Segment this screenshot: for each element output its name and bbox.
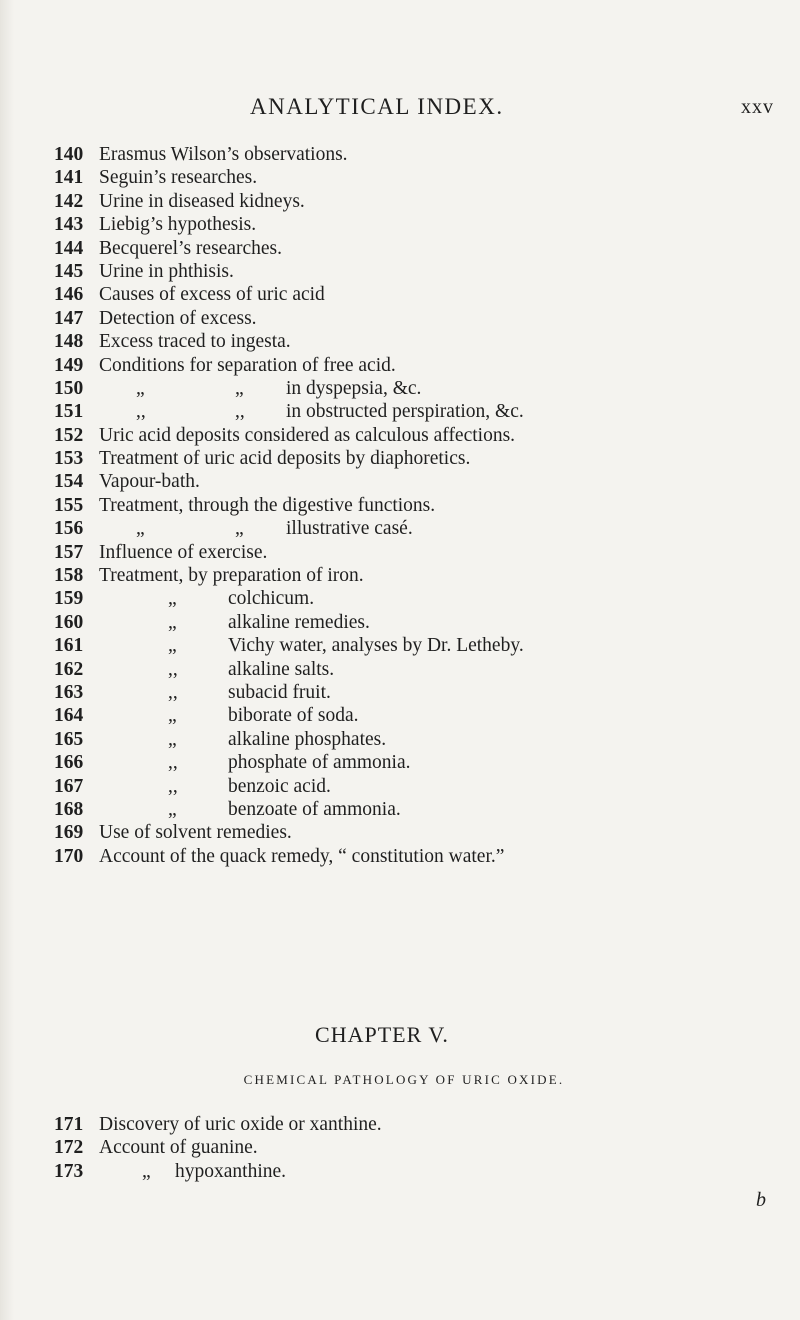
entry-text: benzoate of ammonia. xyxy=(228,798,401,820)
entry-number: 163 xyxy=(54,681,84,703)
entry-number: 168 xyxy=(54,798,84,820)
entry-number: 170 xyxy=(54,845,84,867)
index-entry xyxy=(54,587,794,610)
chapter-heading xyxy=(0,1022,800,1048)
ditto-mark: „ xyxy=(168,588,177,610)
entry-text: alkaline phosphates. xyxy=(228,728,387,750)
ditto-mark: ,, xyxy=(168,681,178,703)
entry-text: in dyspepsia, &c. xyxy=(286,377,422,399)
entry-number: 162 xyxy=(54,658,84,680)
entry-number: 142 xyxy=(54,190,84,212)
index-entry xyxy=(54,400,794,423)
entry-text: Becquerel’s researches. xyxy=(99,237,282,259)
index-entry xyxy=(54,541,794,564)
entry-text: subacid fruit. xyxy=(228,681,331,703)
entry-number: 147 xyxy=(54,307,84,329)
entry-text: Urine in phthisis. xyxy=(99,260,234,282)
entry-text: Discovery of uric oxide or xanthine. xyxy=(99,1114,382,1135)
entry-number: 155 xyxy=(54,494,84,516)
index-entry xyxy=(54,1160,794,1183)
index-entry xyxy=(54,658,794,681)
entry-number: 150 xyxy=(54,377,84,399)
entry-text: Treatment, by preparation of iron. xyxy=(99,565,364,587)
entry-text: Erasmus Wilson’s observations. xyxy=(99,144,348,165)
index-entry xyxy=(54,751,794,774)
index-entry xyxy=(54,704,794,727)
index-entry xyxy=(54,283,794,306)
index-entry xyxy=(54,237,794,260)
entry-text: in obstructed perspiration, &c. xyxy=(286,401,524,423)
ditto-mark: „ xyxy=(168,635,177,657)
index-entry xyxy=(54,424,794,447)
entry-number: 166 xyxy=(54,752,84,774)
entry-number: 169 xyxy=(54,822,84,844)
page-number: xxv xyxy=(741,96,774,118)
index-entry xyxy=(54,611,794,634)
ditto-mark: ,, xyxy=(168,658,178,680)
entry-text: Uric acid deposits considered as calculous affections. xyxy=(99,424,516,446)
entry-number: 145 xyxy=(54,260,84,282)
index-entry xyxy=(54,798,794,821)
entry-text: Detection of excess. xyxy=(99,307,257,329)
index-entry xyxy=(54,470,794,493)
index-entry xyxy=(54,517,794,540)
index-entry xyxy=(54,330,794,353)
index-entry xyxy=(54,377,794,400)
entry-text: Treatment, through the digestive functions. xyxy=(99,494,436,516)
entry-number: 159 xyxy=(54,588,84,610)
entry-number: 164 xyxy=(54,705,84,727)
index-entry xyxy=(54,213,794,236)
running-title: ANALYTICAL INDEX. xyxy=(250,94,504,119)
entry-number: 158 xyxy=(54,565,84,587)
index-entry xyxy=(54,728,794,751)
entry-number: 165 xyxy=(54,728,84,750)
entry-number: 148 xyxy=(54,331,84,353)
entry-text: Account of the quack remedy, “ constitution water.” xyxy=(99,845,505,867)
entry-number: 157 xyxy=(54,541,84,563)
entry-number: 149 xyxy=(54,354,84,376)
index-list-chapter-v xyxy=(54,1113,794,1183)
index-entry xyxy=(54,681,794,704)
index-entry xyxy=(54,307,794,330)
index-entry xyxy=(54,845,794,868)
entry-text: hypoxanthine. xyxy=(175,1160,287,1182)
entry-text: benzoic acid. xyxy=(228,775,331,797)
entry-text: illustrative casé. xyxy=(286,518,413,540)
ditto-mark: „ xyxy=(235,518,244,540)
entry-number: 160 xyxy=(54,611,84,633)
index-entry xyxy=(54,564,794,587)
entry-text: Causes of excess of uric acid xyxy=(99,284,325,306)
entry-text: Excess traced to ingesta. xyxy=(99,331,291,353)
entry-text: Influence of exercise. xyxy=(99,541,268,563)
running-head xyxy=(0,94,800,124)
entry-text: Treatment of uric acid deposits by diaphoretics. xyxy=(99,448,471,470)
entry-text: Use of solvent remedies. xyxy=(99,822,292,844)
entry-number: 171 xyxy=(54,1114,84,1135)
entry-text: phosphate of ammonia. xyxy=(228,752,411,774)
page-fold-shadow xyxy=(0,0,14,1320)
index-entry xyxy=(54,634,794,657)
entry-number: 146 xyxy=(54,284,84,306)
entry-text: Vichy water, analyses by Dr. Letheby. xyxy=(228,635,524,657)
signature-mark: b xyxy=(756,1189,766,1211)
index-entry xyxy=(54,775,794,798)
entry-text: alkaline salts. xyxy=(228,658,335,680)
ditto-mark: „ xyxy=(136,377,145,399)
ditto-mark: ,, xyxy=(136,401,146,423)
index-entry xyxy=(54,354,794,377)
entry-number: 153 xyxy=(54,448,84,470)
entry-text: Liebig’s hypothesis. xyxy=(99,214,257,236)
index-entry xyxy=(54,143,794,166)
index-entry xyxy=(54,1136,794,1159)
entry-text: Conditions for separation of free acid. xyxy=(99,354,396,376)
entry-number: 161 xyxy=(54,635,84,657)
entry-text: colchicum. xyxy=(228,588,315,610)
entry-number: 152 xyxy=(54,424,84,446)
entry-number: 141 xyxy=(54,167,84,189)
index-entry xyxy=(54,1113,794,1136)
index-entry xyxy=(54,447,794,470)
ditto-mark: „ xyxy=(235,377,244,399)
entry-text: Account of guanine. xyxy=(99,1137,258,1159)
entry-number: 144 xyxy=(54,237,84,259)
chapter-title: CHAPTER V. xyxy=(315,1022,449,1047)
ditto-mark: „ xyxy=(168,798,177,820)
entry-number: 167 xyxy=(54,775,84,797)
ditto-mark: „ xyxy=(142,1160,151,1182)
entry-number: 156 xyxy=(54,518,84,540)
index-entry xyxy=(54,166,794,189)
index-entry xyxy=(54,260,794,283)
ditto-mark: „ xyxy=(168,611,177,633)
index-entry xyxy=(54,494,794,517)
entry-text: alkaline remedies. xyxy=(228,611,370,633)
entry-text: Seguin’s researches. xyxy=(99,167,258,189)
ditto-mark: ,, xyxy=(235,401,245,423)
entry-text: Vapour-bath. xyxy=(99,471,200,493)
chapter-subtitle: CHEMICAL PATHOLOGY OF URIC OXIDE. xyxy=(243,1072,565,1087)
index-entry xyxy=(54,821,794,844)
ditto-mark: „ xyxy=(136,518,145,540)
entry-number: 140 xyxy=(54,144,84,165)
index-list-chapter-iv xyxy=(54,143,794,868)
entry-number: 154 xyxy=(54,471,84,493)
ditto-mark: „ xyxy=(168,705,177,727)
chapter-subtitle-wrap xyxy=(0,1072,800,1088)
entry-number: 151 xyxy=(54,401,84,423)
entry-number: 172 xyxy=(54,1137,84,1159)
index-entry xyxy=(54,190,794,213)
entry-text: biborate of soda. xyxy=(228,705,359,727)
entry-number: 173 xyxy=(54,1160,84,1182)
entry-number: 143 xyxy=(54,214,84,236)
ditto-mark: ,, xyxy=(168,752,178,774)
ditto-mark: ,, xyxy=(168,775,178,797)
entry-text: Urine in diseased kidneys. xyxy=(99,190,305,212)
ditto-mark: „ xyxy=(168,728,177,750)
